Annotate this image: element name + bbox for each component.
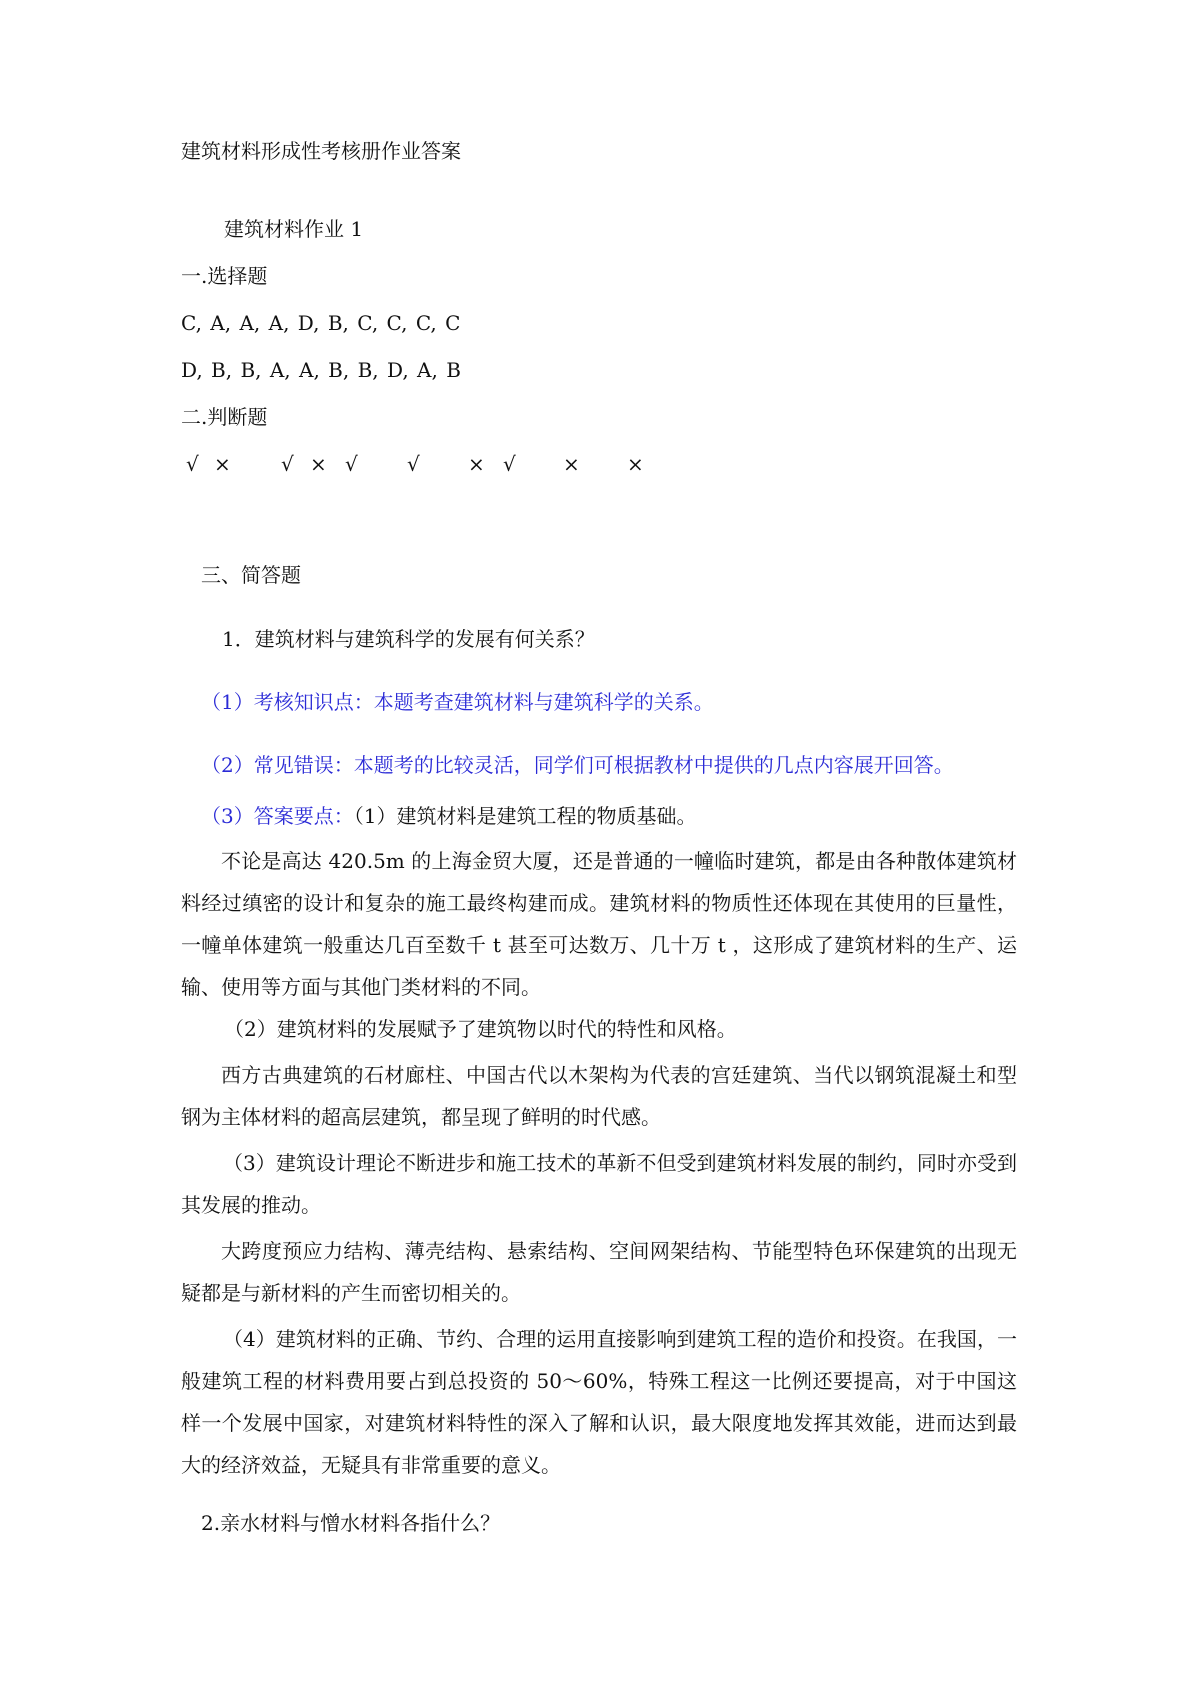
judge-mark-8: √ [503, 452, 516, 476]
judge-mark-2: × [214, 452, 231, 476]
section2-heading: 二.判断题 [181, 405, 268, 429]
assignment-title: 建筑材料作业 1 [224, 217, 364, 241]
judgement-answers [0, 450, 1191, 478]
q1-point-common-errors: （2）常见错误：本题考的比较灵活，同学们可根据教材中提供的几点内容展开回答。 [201, 753, 954, 777]
q1-subpoint-4: （4）建筑材料的正确、节约、合理的运用直接影响到建筑工程的造价和投资。在我国，一般建筑工程的材料费用要占到总投资的 50～60%，特殊工程这一比例还要提高，对于中国这样一个发展中国家，对建筑材料特性的深入了解和认识，最大限度地发挥其效能，进而达到最大的经济效益，无疑具有非常重要的意义。 [181, 1327, 1017, 1477]
q1-point-answer [201, 802, 696, 830]
answer-key-first: （1）建筑材料是建筑工程的物质基础。 [353, 804, 697, 828]
judge-mark-10: × [627, 452, 644, 476]
choice-answers-row2: D, B, B, A, A, B, B, D, A, B [181, 358, 461, 382]
question-2: 2.亲水材料与憎水材料各指什么？ [201, 1511, 501, 1535]
judge-mark-9: × [563, 452, 580, 476]
judge-mark-6: √ [407, 452, 420, 476]
judge-mark-1: √ [186, 452, 199, 476]
judge-mark-7: × [468, 452, 485, 476]
judge-mark-3: √ [281, 452, 294, 476]
q1-point-knowledge: （1）考核知识点：本题考查建筑材料与建筑科学的关系。 [201, 690, 714, 714]
doc-title: 建筑材料形成性考核册作业答案 [181, 139, 461, 163]
choice-answers-row1: C, A, A, A, D, B, C, C, C, C [181, 311, 461, 335]
judge-mark-5: √ [345, 452, 358, 476]
section3-heading: 三、简答题 [201, 563, 301, 587]
q1-subpoint-3: （3）建筑设计理论不断进步和施工技术的革新不但受到建筑材料发展的制约，同时亦受到其发展的推动。 [181, 1151, 1017, 1217]
q1-paragraph-1: 不论是高达 420.5m 的上海金贸大厦，还是普通的一幢临时建筑，都是由各种散体建筑材料经过缜密的设计和复杂的施工最终构建而成。建筑材料的物质性还体现在其使用的巨量性，一幢单体建筑一般重达几百至数千 t 甚至可达数万、几十万 t ，这形成了建筑材料的生产、运输、使用等方面与其他门类材料的不同。 [181, 849, 1017, 999]
question-1: 1．建筑材料与建筑科学的发展有何关系？ [222, 627, 595, 651]
q1-paragraph-3: 大跨度预应力结构、薄壳结构、悬索结构、空间网架结构、节能型特色环保建筑的出现无疑都是与新材料的产生而密切相关的。 [181, 1239, 1017, 1305]
answer-key-label: （3）答案要点： [201, 804, 354, 828]
judge-mark-4: × [310, 452, 327, 476]
q1-subpoint-2: （2）建筑材料的发展赋予了建筑物以时代的特性和风格。 [224, 1017, 737, 1041]
q1-paragraph-2: 西方古典建筑的石材廊柱、中国古代以木架构为代表的宫廷建筑、当代以钢筑混凝土和型钢为主体材料的超高层建筑，都呈现了鲜明的时代感。 [181, 1063, 1017, 1129]
section1-heading: 一.选择题 [181, 264, 268, 288]
